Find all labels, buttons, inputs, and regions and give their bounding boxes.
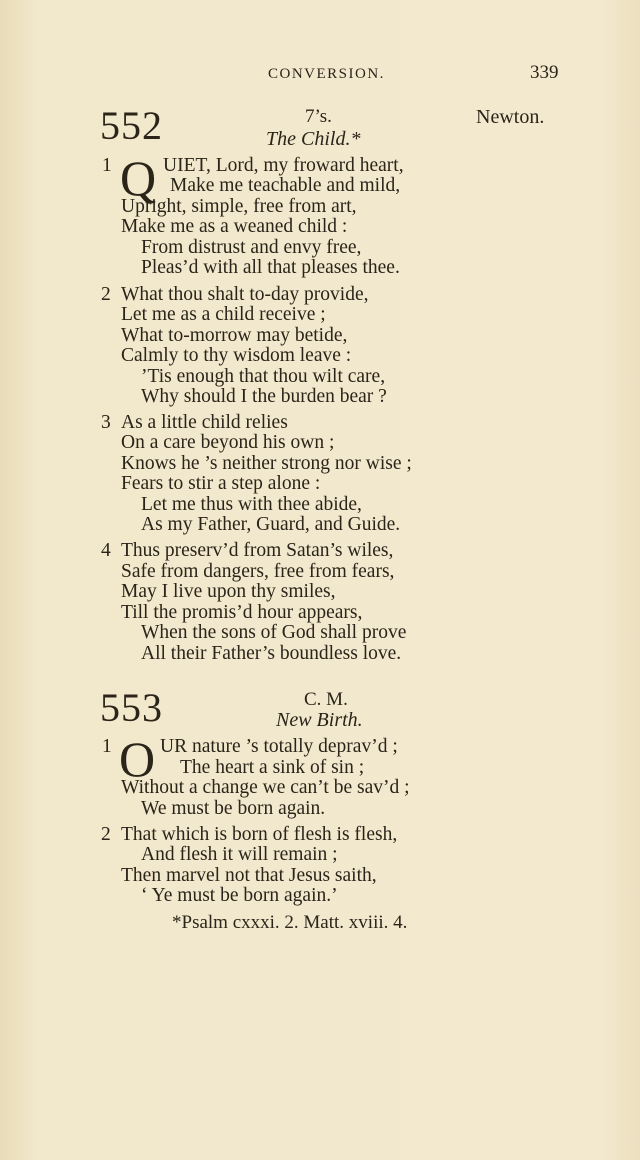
verse-line: Knows he ’s neither strong nor wise ; [121, 453, 412, 474]
verse-line: What to-morrow may betide, [121, 325, 348, 346]
verse-line: Calmly to thy wisdom leave : [121, 345, 352, 366]
verse-line: Then marvel not that Jesus saith, [121, 865, 377, 886]
verse-line: Let me as a child receive ; [121, 304, 326, 325]
verse-line: When the sons of God shall prove [141, 622, 407, 643]
verse-line: Upright, simple, free from art, [121, 196, 357, 217]
verse-line: Pleas’d with all that pleases thee. [141, 257, 400, 278]
verse-line: And flesh it will remain ; [141, 844, 338, 865]
running-head [0, 62, 640, 90]
hymn-tune: Newton. [476, 106, 545, 128]
verse-line: May I live upon thy smiles, [121, 581, 336, 602]
footnote: *Psalm cxxxi. 2. Matt. xviii. 4. [172, 912, 408, 933]
verse-line: As a little child relies [121, 412, 288, 433]
verse-line: Thus preserv’d from Satan’s wiles, [121, 540, 394, 561]
verse-line: Till the promis’d hour appears, [121, 602, 363, 623]
verse-line: As my Father, Guard, and Guide. [141, 514, 401, 535]
verse-line: All their Father’s boundless love. [141, 643, 402, 664]
verse-line: Safe from dangers, free from fears, [121, 561, 395, 582]
hymn-meter: C. M. [304, 689, 348, 710]
verse-number: 1 [102, 736, 112, 757]
hymn-number: 552 [100, 103, 163, 148]
section-title: CONVERSION. [268, 66, 385, 82]
verse-line: We must be born again. [141, 798, 326, 819]
verse-line: On a care beyond his own ; [121, 432, 335, 453]
verse-line: From distrust and envy free, [141, 237, 362, 258]
verse-number: 4 [101, 540, 111, 561]
verse-line: UR nature ’s totally deprav’d ; [160, 736, 398, 757]
verse-line: Make me as a weaned child : [121, 216, 348, 237]
verse-line: Without a change we can’t be sav’d ; [121, 777, 410, 798]
verse-line: That which is born of flesh is flesh, [121, 824, 398, 845]
drop-cap: Q [120, 150, 157, 206]
verse-number: 3 [101, 412, 111, 433]
hymn-subtitle: New Birth. [276, 709, 363, 731]
verse-line: Let me thus with thee abide, [141, 494, 362, 515]
verse-line: UIET, Lord, my froward heart, [163, 155, 404, 176]
verse-number: 1 [102, 155, 112, 176]
drop-cap: O [119, 731, 156, 787]
hymn-meter: 7’s. [305, 106, 332, 127]
hymn-number: 553 [100, 685, 163, 730]
page-number: 339 [530, 62, 559, 83]
verse-line: The heart a sink of sin ; [180, 757, 365, 778]
verse-line: ’Tis enough that thou wilt care, [141, 366, 386, 387]
verse-number: 2 [101, 284, 111, 305]
verse-line: Make me teachable and mild, [170, 175, 401, 196]
verse-line: Fears to stir a step alone : [121, 473, 321, 494]
hymn-subtitle: The Child.* [266, 128, 361, 150]
verse-number: 2 [101, 824, 111, 845]
verse-line: What thou shalt to-day provide, [121, 284, 369, 305]
verse-line: Why should I the burden bear ? [141, 386, 387, 407]
verse-line: ‘ Ye must be born again.’ [141, 885, 338, 906]
